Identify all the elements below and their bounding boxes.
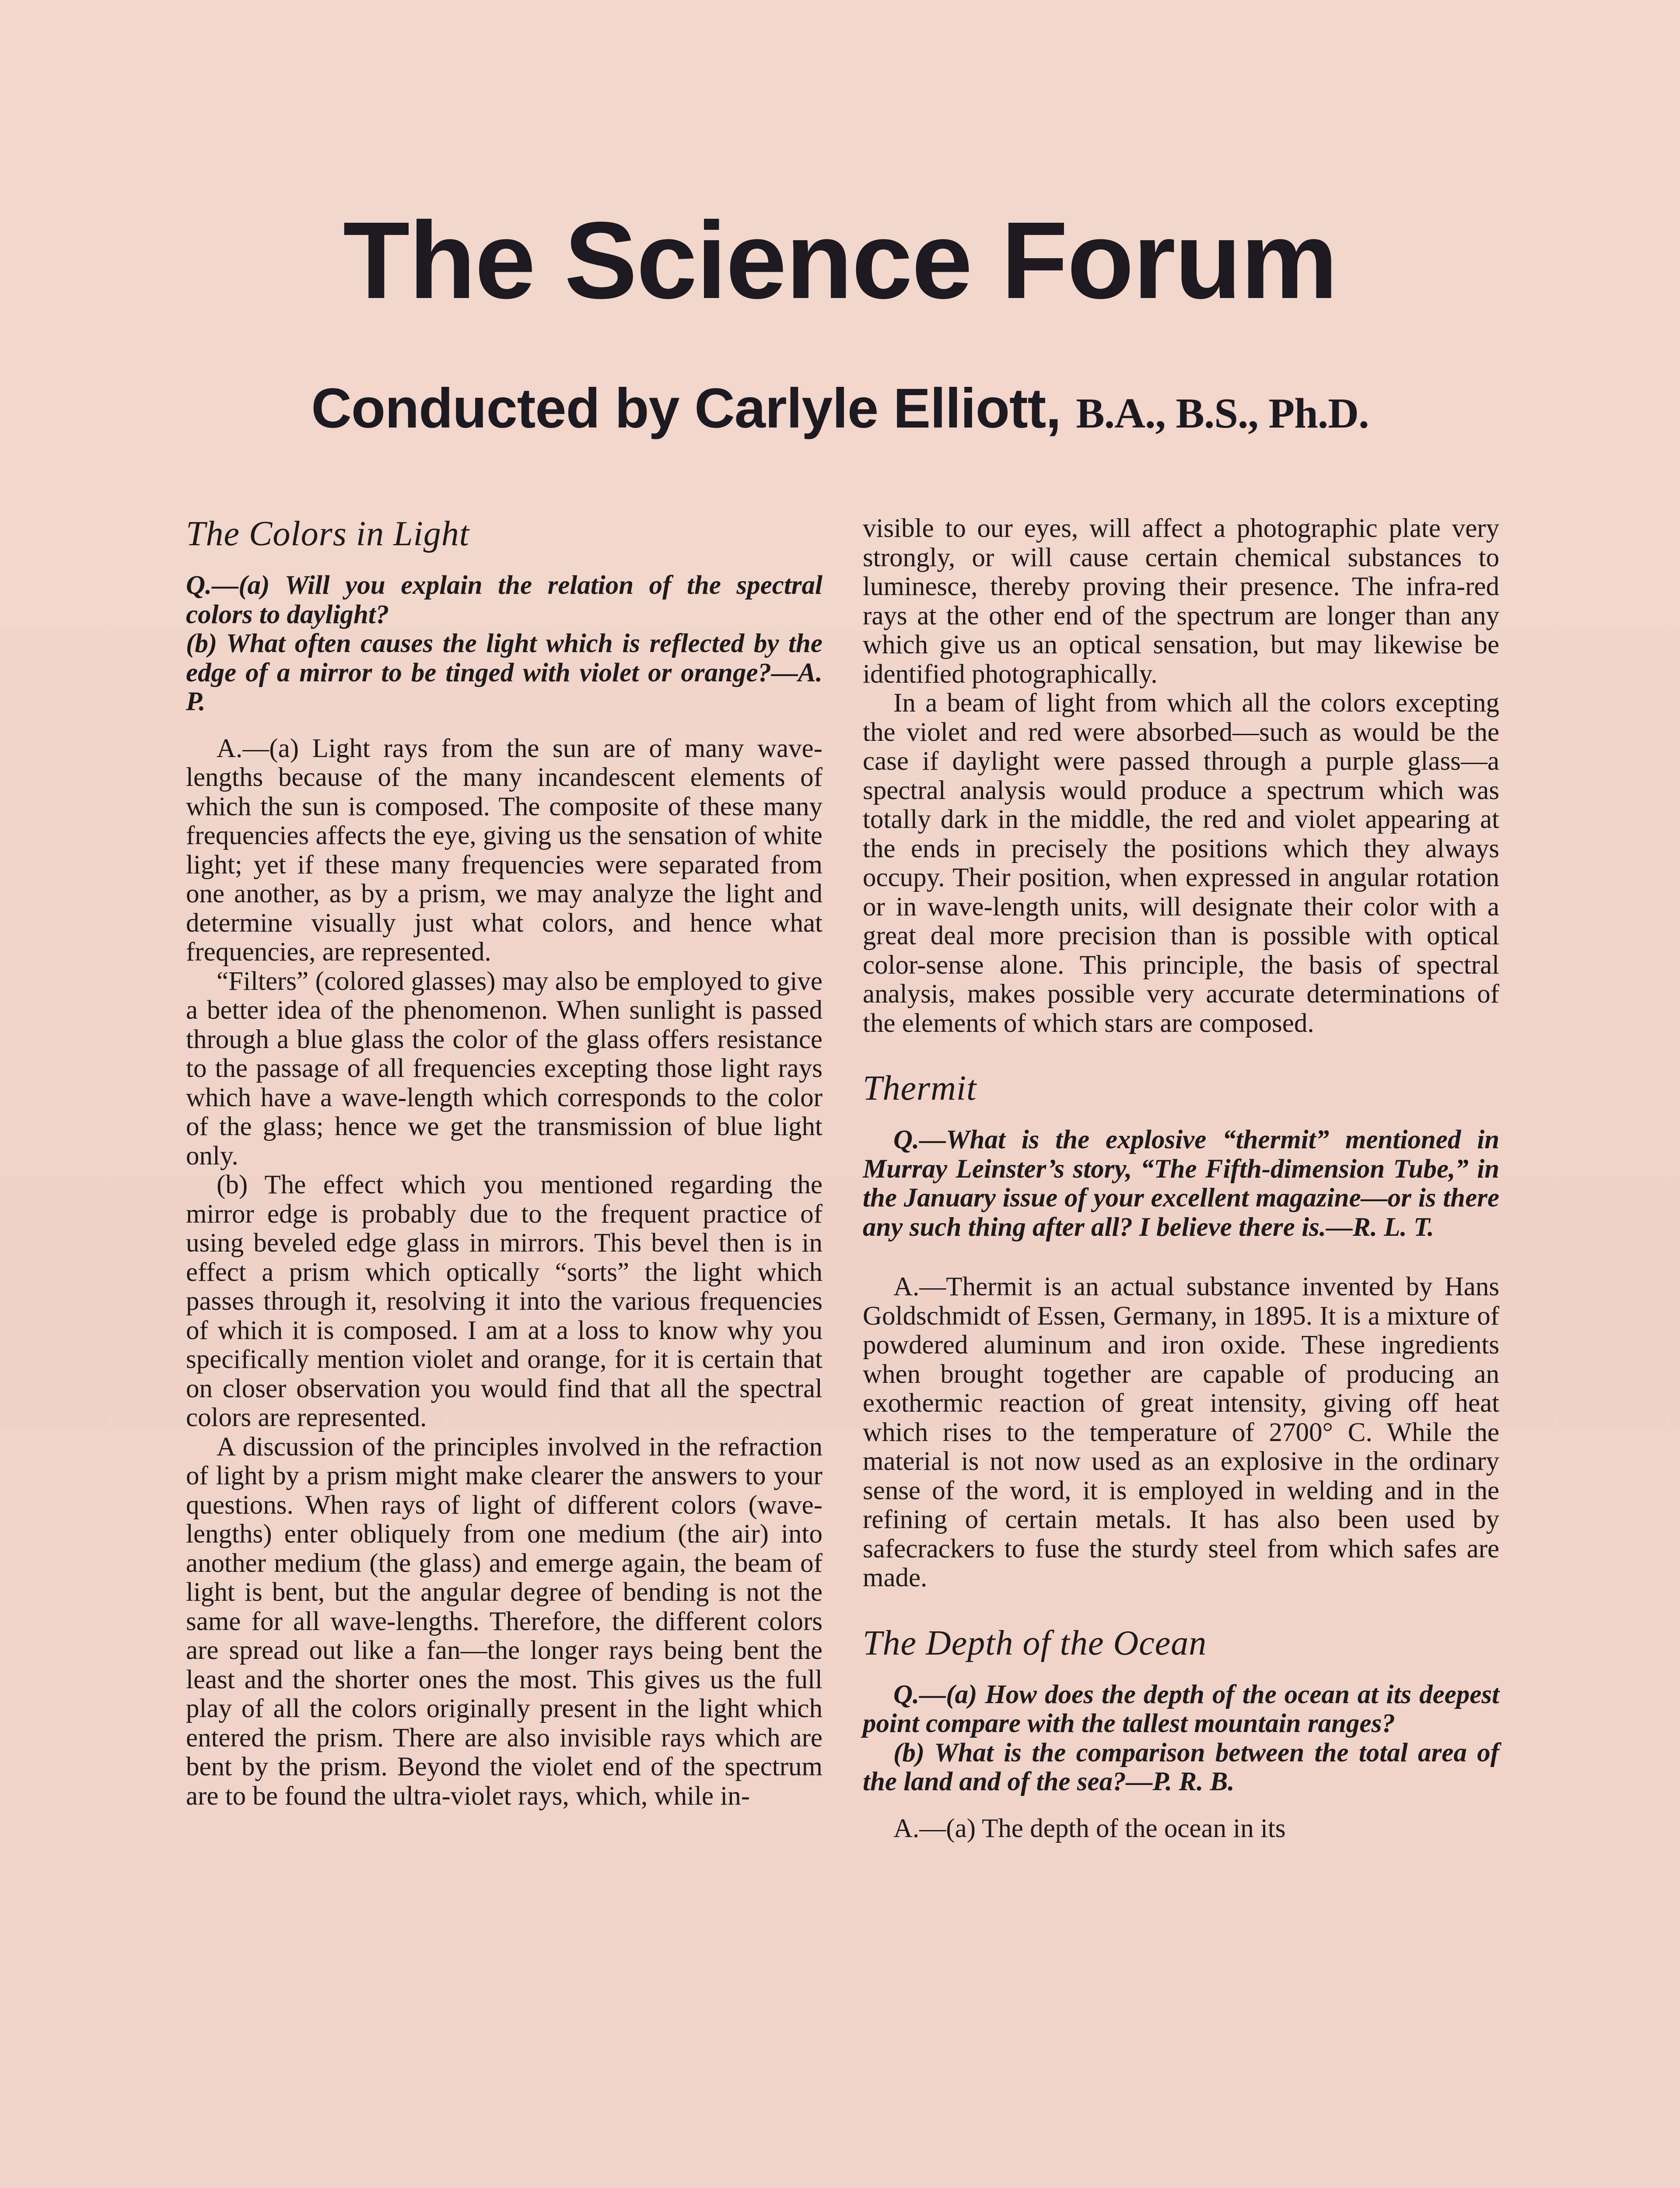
section-heading-ocean: The Depth of the Ocean (863, 1623, 1207, 1662)
byline-degrees: B.A., B.S., Ph.D. (1076, 390, 1369, 437)
answer-paragraph-2: “Filters” (colored glasses) may also be employed to give a better idea of the phenomenon. When sunlight is passed through a blue glass the color of the glass offers resistance to the passage of all frequencies excepting those light rays which have a wave-length which corresponds to the color of the glass; hence we get the transmission of blue light only. (186, 966, 822, 1171)
section-heading-colors: The Colors in Light (186, 515, 470, 553)
question-b: (b) What often causes the light which is reflected by the edge of a mirror to be tinged with violet or orange?—A. P. (186, 629, 822, 716)
answer-paragraph-3: (b) The effect which you mentioned regarding the mirror edge is probably due to the frequent practice of using beveled edge glass in mirrors. This bevel then is in effect a prism which optically “sorts” the light which passes through it, resolving it into the various frequencies of which it is composed. I am at a loss to know why you specifically mention violet and orange, for it is certain that on closer observation you would find that all the spectral colors are represented. (186, 1170, 822, 1432)
byline-author: Conducted by Carlyle Elliott, (311, 377, 1061, 440)
thermit-question: Q.—What is the explosive “thermit” mentioned in Murray Leinster’s story, “The Fifth-dimension Tube,” in the January issue of your excellent magazine—or is there any such thing after all? I believe there is.—R. L. T. (863, 1125, 1499, 1242)
answer-paragraph-4: A discussion of the principles involved in the refraction of light by a prism might make clearer the answers to your questions. When rays of light of different colors (wave-lengths) enter obliquely from one medium (the air) into another medium (the glass) and emerge again, the beam of light is bent, but the angular degree of bending is not the same for all wave-lengths. Therefore, the different colors are spread out like a fan—the longer rays being bent the least and the shorter ones the most. This gives us the full play of all the colors originally present in the light which entered the prism. There are also invisible rays which are bent by the prism. Beyond the violet end of the spectrum are to be found the ultra-violet rays, which, while in- (186, 1432, 822, 1811)
right-column (863, 514, 1499, 1843)
section-heading-thermit: Thermit (863, 1069, 977, 1108)
question-a: Q.—(a) Will you explain the relation of the spectral colors to daylight? (186, 571, 822, 629)
answer-paragraph-beam: In a beam of light from which all the colors excepting the violet and red were absorbed—such as would be the case if daylight were passed through a purple glass—a spectral analysis would produce a spectrum which was totally dark in the middle, the red and violet appearing at the ends in precisely the positions which they always occupy. Their position, when expressed in angular rotation or in wave-length units, will designate their color with a great deal more precision than is possible with optical color-sense alone. This principle, the basis of spectral analysis, makes possible very accurate determinations of the elements of which stars are composed. (863, 688, 1499, 1038)
ocean-question-b: (b) What is the comparison between the total area of the land and of the sea?—P. R. B. (863, 1738, 1499, 1796)
answer-paragraph-1: A.—(a) Light rays from the sun are of many wave-lengths because of the many incandescent elements of which the sun is composed. The composite of these many frequencies affects the eye, giving us the sensation of white light; yet if these many frequencies were separated from one another, as by a prism, we may analyze the light and determine visually just what colors, and hence what frequencies, are represented. (186, 733, 822, 967)
thermit-answer: A.—Thermit is an actual substance invented by Hans Goldschmidt of Essen, Germany, in 1895. It is a mixture of powdered aluminum and iron oxide. These ingredients when brought together are capable of producing an exothermic reaction of great intensity, giving off heat which rises to the temperature of 2700° C. While the material is not now used as an explosive in the ordinary sense of the word, it is employed in welding and in the refining of certain metals. It has also been used by safecrackers to fuse the sturdy steel from which safes are made. (863, 1272, 1499, 1592)
page-title: The Science Forum (343, 199, 1337, 321)
ocean-question-a: Q.—(a) How does the depth of the ocean at its deepest point compare with the tallest mountain ranges? (863, 1680, 1499, 1738)
byline (0, 377, 1680, 440)
answer-continuation: visible to our eyes, will affect a photographic plate very strongly, or will cause certain chemical substances to luminesce, thereby proving their presence. The infra-red rays at the other end of the spectrum are longer than any which give us an optical sensation, but may likewise be identified photographically. (863, 514, 1499, 689)
ocean-answer: A.—(a) The depth of the ocean in its (893, 1813, 1286, 1843)
left-column (186, 514, 822, 1811)
